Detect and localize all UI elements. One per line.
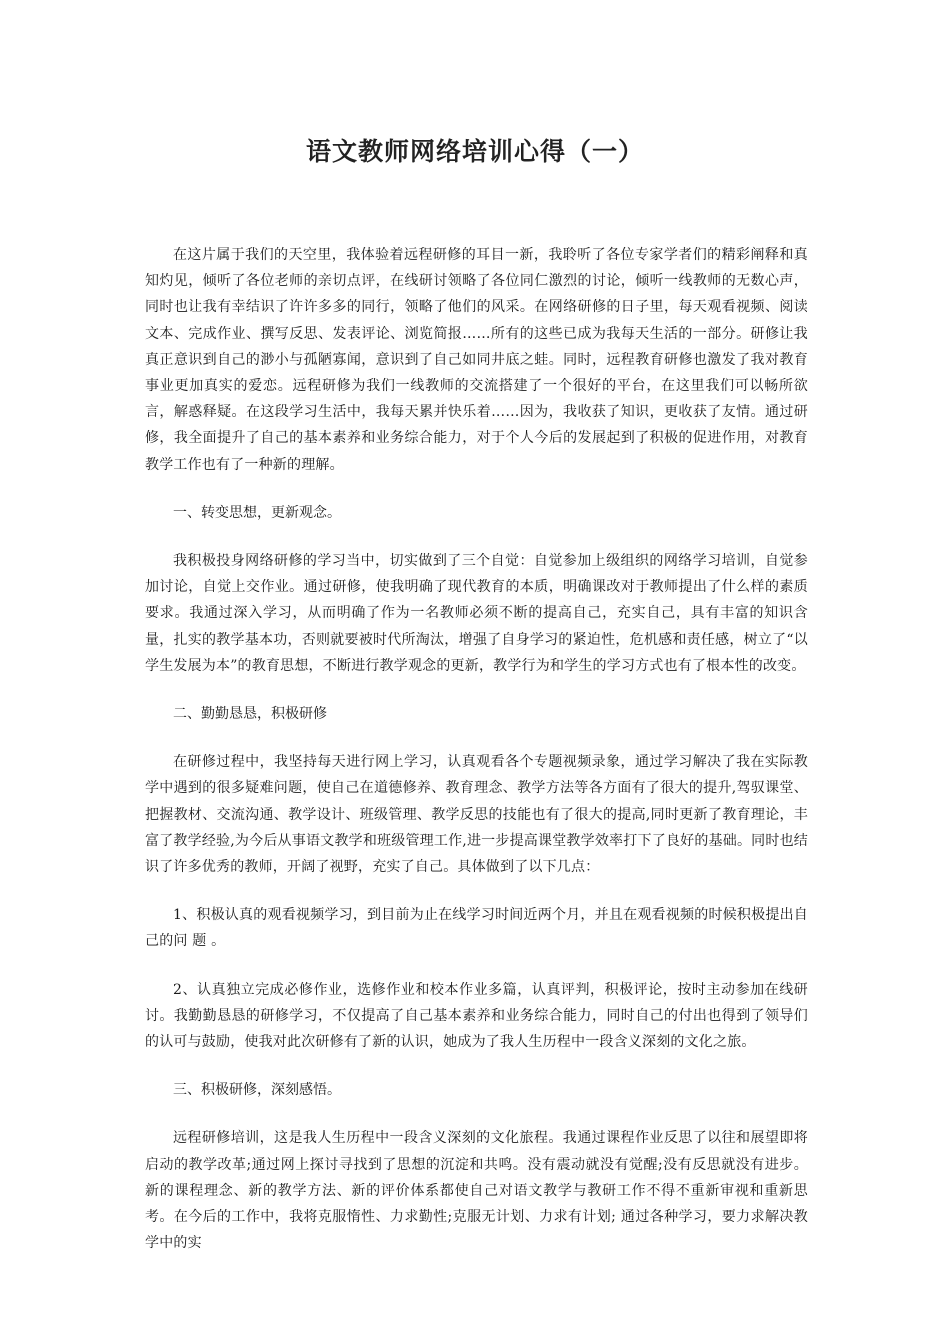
list-item-2: 2、认真独立完成必修作业，选修作业和校本作业多篇，认真评判，积极评论，按时主动参加在线研讨。我勤勤恳恳的研修学习，不仅提高了自己基本素养和业务综合能力，同时自己的付出也得到了领导们的认可与鼓励，使我对此次研修有了新的认识，她成为了我人生历程中一段含义深刻的文化之旅。 xyxy=(145,981,808,1051)
document-body xyxy=(145,242,808,1257)
section-heading-1: 一、转变思想，更新观念。 xyxy=(173,504,341,521)
paragraph-intro: 在这片属于我们的天空里，我体验着远程研修的耳目一新，我聆听了各位专家学者们的精彩阐释和真知灼见，倾听了各位老师的亲切点评，在线研讨领略了各位同仁激烈的讨论，倾听一线教师的无数心声，同时也让我有幸结识了许许多多的同行，领略了他们的风采。在网络研修的日子里，每天观看视频、阅读文本、完成作业、撰写反思、发表评论、浏览简报……所有的这些已成为我每天生活的一部分。研修让我真正意识到自己的渺小与孤陋寡闻，意识到了自己如同井底之蛙。同时，远程教育研修也激发了我对教育事业更加真实的爱恋。远程研修为我们一线教师的交流搭建了一个很好的平台，在这里我们可以畅所欲言，解惑释疑。在这段学习生活中，我每天累并快乐着……因为，我收获了知识，更收获了友情。通过研修，我全面提升了自己的基本素养和业务综合能力，对于个人今后的发展起到了积极的促进作用，对教育教学工作也有了一种新的理解。 xyxy=(145,247,808,473)
paragraph-section-3: 远程研修培训，这是我人生历程中一段含义深刻的文化旅程。我通过课程作业反思了以往和展望即将启动的教学改革;通过网上探讨寻找到了思想的沉淀和共鸣。没有震动就没有觉醒;没有反思就没有进步。新的课程理念、新的教学方法、新的评价体系都使自己对语文教学与教研工作不得不重新审视和重新思考。在今后的工作中，我将克服惰性、力求勤性;克服无计划、力求有计划; 通过各种学习，要力求解决教学中的实 xyxy=(145,1130,808,1252)
paragraph-section-1: 我积极投身网络研修的学习当中，切实做到了三个自觉：自觉参加上级组织的网络学习培训，自觉参加讨论，自觉上交作业。通过研修，使我明确了现代教育的本质，明确课改对于教师提出了什么样的素质要求。我通过深入学习，从而明确了作为一名教师必须不断的提高自己，充实自己，具有丰富的知识含量，扎实的教学基本功，否则就要被时代所淘汰，增强了自身学习的紧迫性，危机感和责任感，树立了“以学生发展为本”的教育思想，不断进行教学观念的更新，教学行为和学生的学习方式也有了根本性的改变。 xyxy=(145,553,808,674)
page-title: 语文教师网络培训心得（一） xyxy=(305,137,644,166)
list-item-1: 1、积极认真的观看视频学习，到目前为止在线学习时间近两个月，并且在观看视频的时候积极提出自己的问 题 。 xyxy=(145,907,808,950)
section-heading-2: 二、勤勤恳恳，积极研修 xyxy=(173,706,327,723)
paragraph-section-2: 在研修过程中，我坚持每天进行网上学习，认真观看各个专题视频录象，通过学习解决了我在实际教学中遇到的很多疑难问题，使自己在道德修养、教育理念、教学方法等各方面有了很大的提升,驾驭课堂、把握教材、交流沟通、教学设计、班级管理、教学反思的技能也有了很大的提高,同时更新了教育理论，丰富了教学经验,为今后从事语文教学和班级管理工作,进一步提高课堂教学效率打下了良好的基础。同时也结识了许多优秀的教师，开阔了视野，充实了自己。具体做到了以下几点： xyxy=(145,754,808,876)
section-heading-3: 三、积极研修，深刻感悟。 xyxy=(173,1082,341,1099)
